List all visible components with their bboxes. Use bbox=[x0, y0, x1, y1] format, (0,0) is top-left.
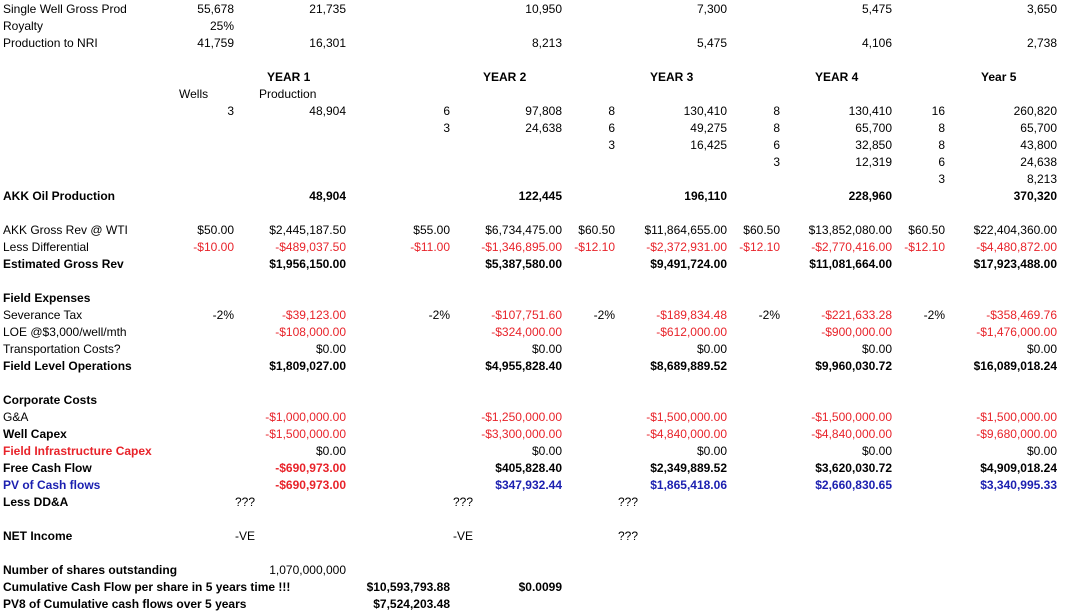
akk-production-y4: 228,960 bbox=[848, 189, 892, 203]
y1-production: 48,904 bbox=[309, 104, 346, 118]
fcf-y5: $4,909,018.24 bbox=[980, 461, 1057, 475]
gross-rev-y3: $11,864,655.00 bbox=[644, 223, 727, 237]
y5-wells: 8 bbox=[938, 121, 945, 135]
akk-production-y3: 196,110 bbox=[684, 189, 727, 203]
est-gross-rev-y3: $9,491,724.00 bbox=[650, 257, 727, 271]
gross-rev-y2: $6,734,475.00 bbox=[485, 223, 562, 237]
single-well-y4: 5,475 bbox=[861, 2, 892, 16]
differential-y4: -$12.10 bbox=[739, 240, 780, 254]
severance-y2: -$107,751.60 bbox=[491, 308, 562, 322]
well-capex-y4: -$4,840,000.00 bbox=[811, 427, 892, 441]
y5-production: 8,213 bbox=[1026, 172, 1057, 186]
transport-y2: $0.00 bbox=[531, 342, 562, 356]
wti-price-y3: $60.50 bbox=[578, 223, 615, 237]
net-income-y3: ??? bbox=[618, 529, 639, 543]
est-gross-rev-y2: $5,387,580.00 bbox=[485, 257, 562, 271]
ga-y4: -$1,500,000.00 bbox=[811, 410, 892, 424]
differential-y1: -$10.00 bbox=[193, 240, 234, 254]
y2-production: 97,808 bbox=[525, 104, 562, 118]
nri-total: 41,759 bbox=[197, 36, 234, 50]
pv-y4: $2,660,830.65 bbox=[815, 478, 892, 492]
pv-y3: $1,865,418.06 bbox=[650, 478, 727, 492]
y2-wells: 3 bbox=[443, 121, 450, 135]
transport-y1: $0.00 bbox=[315, 342, 346, 356]
severance-pct-y3: -2% bbox=[593, 308, 615, 322]
field-ops-label: Field Level Operations bbox=[3, 359, 132, 373]
y3-production: 49,275 bbox=[690, 121, 727, 135]
cum-cashflow-value: $10,593,793.88 bbox=[366, 580, 450, 594]
shares-label: Number of shares outstanding bbox=[3, 563, 178, 577]
est-gross-rev-y4: $11,081,664.00 bbox=[809, 257, 892, 271]
shares-value: 1,070,000,000 bbox=[269, 563, 346, 577]
infra-capex-y5: $0.00 bbox=[1026, 444, 1057, 458]
nri-y5: 2,738 bbox=[1026, 36, 1057, 50]
differential-amount-y1: -$489,037.50 bbox=[275, 240, 346, 254]
year5-header: Year 5 bbox=[981, 70, 1017, 84]
differential-amount-y3: -$2,372,931.00 bbox=[646, 240, 727, 254]
well-capex-y2: -$3,300,000.00 bbox=[481, 427, 562, 441]
loe-y2: -$324,000.00 bbox=[491, 325, 562, 339]
y3-wells: 3 bbox=[608, 138, 615, 152]
infra-capex-y3: $0.00 bbox=[696, 444, 727, 458]
net-income-label: NET Income bbox=[3, 529, 73, 543]
wti-price-y4: $60.50 bbox=[743, 223, 780, 237]
y4-production: 12,319 bbox=[855, 155, 892, 169]
transport-y3: $0.00 bbox=[696, 342, 727, 356]
loe-y4: -$900,000.00 bbox=[821, 325, 892, 339]
akk-production-y1: 48,904 bbox=[309, 189, 346, 203]
nri-label: Production to NRI bbox=[3, 36, 98, 50]
production-header: Production bbox=[259, 87, 317, 101]
nri-y4: 4,106 bbox=[861, 36, 892, 50]
dda-y3: ??? bbox=[618, 495, 639, 509]
wti-price-y5: $60.50 bbox=[908, 223, 945, 237]
royalty-value: 25% bbox=[209, 19, 234, 33]
gross-rev-y5: $22,404,360.00 bbox=[973, 223, 1057, 237]
differential-label: Less Differential bbox=[3, 240, 89, 254]
differential-amount-y5: -$4,480,872.00 bbox=[976, 240, 1057, 254]
field-ops-y2: $4,955,828.40 bbox=[485, 359, 562, 373]
est-gross-rev-y5: $17,923,488.00 bbox=[973, 257, 1057, 271]
nri-y2: 8,213 bbox=[531, 36, 562, 50]
y3-wells: 8 bbox=[608, 104, 615, 118]
differential-amount-y4: -$2,770,416.00 bbox=[811, 240, 892, 254]
y4-wells: 8 bbox=[773, 104, 780, 118]
infra-capex-y2: $0.00 bbox=[531, 444, 562, 458]
pv-y2: $347,932.44 bbox=[495, 478, 562, 492]
y3-production: 16,425 bbox=[690, 138, 727, 152]
ga-label: G&A bbox=[3, 410, 29, 424]
y5-wells: 16 bbox=[931, 104, 945, 118]
y5-wells: 8 bbox=[938, 138, 945, 152]
royalty-label: Royalty bbox=[3, 19, 44, 33]
severance-y5: -$358,469.76 bbox=[986, 308, 1057, 322]
year3-header: YEAR 3 bbox=[650, 70, 694, 84]
differential-y3: -$12.10 bbox=[574, 240, 615, 254]
gross-rev-label: AKK Gross Rev @ WTI bbox=[3, 223, 128, 237]
single-well-y3: 7,300 bbox=[696, 2, 727, 16]
severance-y1: -$39,123.00 bbox=[281, 308, 346, 322]
ga-y2: -$1,250,000.00 bbox=[481, 410, 562, 424]
y4-production: 65,700 bbox=[855, 121, 892, 135]
y4-wells: 6 bbox=[773, 138, 780, 152]
loe-label: LOE @$3,000/well/mth bbox=[3, 325, 127, 339]
differential-amount-y2: -$1,346,895.00 bbox=[481, 240, 562, 254]
pv8-value: $7,524,203.48 bbox=[373, 597, 450, 611]
fcf-y2: $405,828.40 bbox=[495, 461, 562, 475]
severance-label: Severance Tax bbox=[3, 308, 83, 322]
y4-wells: 3 bbox=[773, 155, 780, 169]
single-well-y2: 10,950 bbox=[525, 2, 562, 16]
akk-production-y2: 122,445 bbox=[518, 189, 562, 203]
infra-capex-y1: $0.00 bbox=[315, 444, 346, 458]
year4-header: YEAR 4 bbox=[815, 70, 859, 84]
field-expenses-title: Field Expenses bbox=[3, 291, 91, 305]
single-well-label: Single Well Gross Prod bbox=[3, 2, 127, 16]
ga-y3: -$1,500,000.00 bbox=[646, 410, 727, 424]
cashflow-per-share: $0.0099 bbox=[518, 580, 562, 594]
dda-y1: ??? bbox=[235, 495, 256, 509]
y5-production: 43,800 bbox=[1020, 138, 1057, 152]
fcf-label: Free Cash Flow bbox=[3, 461, 92, 475]
transport-y4: $0.00 bbox=[861, 342, 892, 356]
y5-production: 260,820 bbox=[1013, 104, 1057, 118]
well-capex-label: Well Capex bbox=[3, 427, 67, 441]
field-ops-y5: $16,089,018.24 bbox=[973, 359, 1057, 373]
transport-y5: $0.00 bbox=[1026, 342, 1057, 356]
y5-production: 65,700 bbox=[1020, 121, 1057, 135]
y4-production: 130,410 bbox=[848, 104, 892, 118]
y3-wells: 6 bbox=[608, 121, 615, 135]
gross-rev-y4: $13,852,080.00 bbox=[808, 223, 892, 237]
est-gross-rev-y1: $1,956,150.00 bbox=[269, 257, 346, 271]
dda-label: Less DD&A bbox=[3, 495, 69, 509]
infra-capex-y4: $0.00 bbox=[861, 444, 892, 458]
year1-header: YEAR 1 bbox=[267, 70, 311, 84]
y1-wells: 3 bbox=[227, 104, 234, 118]
well-capex-y3: -$4,840,000.00 bbox=[646, 427, 727, 441]
pv8-label: PV8 of Cumulative cash flows over 5 years bbox=[3, 597, 247, 611]
severance-pct-y1: -2% bbox=[212, 308, 234, 322]
cum-cashflow-label: Cumulative Cash Flow per share in 5 years time !!! bbox=[3, 580, 291, 594]
y4-production: 32,850 bbox=[855, 138, 892, 152]
akk-production-y5: 370,320 bbox=[1013, 189, 1057, 203]
akk-production-label: AKK Oil Production bbox=[3, 189, 115, 203]
y2-wells: 6 bbox=[443, 104, 450, 118]
field-ops-y1: $1,809,027.00 bbox=[269, 359, 346, 373]
gross-rev-y1: $2,445,187.50 bbox=[269, 223, 346, 237]
fcf-y4: $3,620,030.72 bbox=[815, 461, 892, 475]
infra-capex-label: Field Infrastructure Capex bbox=[3, 444, 152, 458]
field-ops-y3: $8,689,889.52 bbox=[650, 359, 727, 373]
y4-wells: 8 bbox=[773, 121, 780, 135]
wti-price-y2: $55.00 bbox=[413, 223, 450, 237]
differential-y5: -$12.10 bbox=[904, 240, 945, 254]
ga-y1: -$1,000,000.00 bbox=[265, 410, 346, 424]
pv-y5: $3,340,995.33 bbox=[980, 478, 1057, 492]
loe-y3: -$612,000.00 bbox=[656, 325, 727, 339]
y5-production: 24,638 bbox=[1020, 155, 1057, 169]
year2-header: YEAR 2 bbox=[483, 70, 527, 84]
y3-production: 130,410 bbox=[683, 104, 727, 118]
single-well-y1: 21,735 bbox=[309, 2, 346, 16]
net-income-y1: -VE bbox=[235, 529, 256, 543]
severance-pct-y5: -2% bbox=[923, 308, 945, 322]
field-ops-y4: $9,960,030.72 bbox=[815, 359, 892, 373]
well-capex-y1: -$1,500,000.00 bbox=[265, 427, 346, 441]
fcf-y1: -$690,973.00 bbox=[275, 461, 346, 475]
severance-pct-y2: -2% bbox=[428, 308, 450, 322]
net-income-y2: -VE bbox=[453, 529, 474, 543]
ga-y5: -$1,500,000.00 bbox=[976, 410, 1057, 424]
nri-y3: 5,475 bbox=[696, 36, 727, 50]
fcf-y3: $2,349,889.52 bbox=[650, 461, 727, 475]
loe-y5: -$1,476,000.00 bbox=[976, 325, 1057, 339]
wells-header: Wells bbox=[179, 87, 209, 101]
severance-y3: -$189,834.48 bbox=[656, 308, 727, 322]
y2-production: 24,638 bbox=[525, 121, 562, 135]
dda-y2: ??? bbox=[453, 495, 474, 509]
wti-price-y1: $50.00 bbox=[197, 223, 234, 237]
y5-wells: 6 bbox=[938, 155, 945, 169]
single-well-y5: 3,650 bbox=[1026, 2, 1057, 16]
severance-y4: -$221,633.28 bbox=[821, 308, 892, 322]
est-gross-rev-label: Estimated Gross Rev bbox=[3, 257, 124, 271]
loe-y1: -$108,000.00 bbox=[275, 325, 346, 339]
y5-wells: 3 bbox=[938, 172, 945, 186]
severance-pct-y4: -2% bbox=[758, 308, 780, 322]
single-well-total: 55,678 bbox=[197, 2, 234, 16]
well-capex-y5: -$9,680,000.00 bbox=[976, 427, 1057, 441]
corporate-costs-title: Corporate Costs bbox=[3, 393, 98, 407]
transport-label: Transportation Costs? bbox=[3, 342, 121, 356]
pv-label: PV of Cash flows bbox=[3, 478, 101, 492]
pv-y1: -$690,973.00 bbox=[275, 478, 346, 492]
differential-y2: -$11.00 bbox=[410, 240, 450, 254]
nri-y1: 16,301 bbox=[309, 36, 346, 50]
